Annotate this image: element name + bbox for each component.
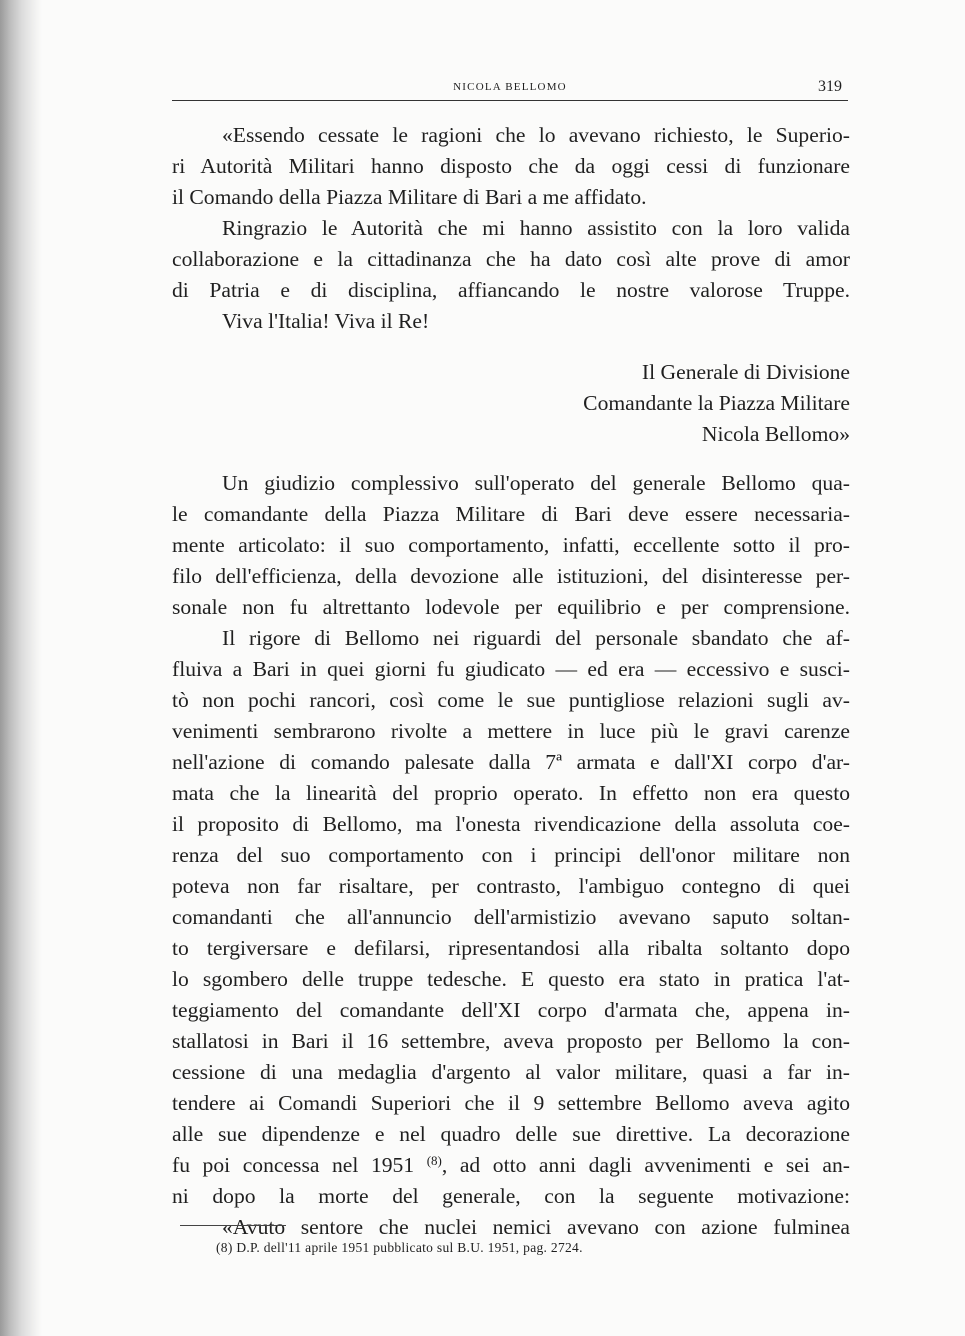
- text-line: Viva l'Italia! Viva il Re!: [222, 309, 430, 333]
- text-line: le comandante della Piazza Militare di Bari deve essere necessaria-: [172, 502, 850, 526]
- page-number: 319: [818, 78, 842, 95]
- text-line: fluiva a Bari in quei giorni fu giudicato — ed era — eccessivo e susci-: [172, 657, 850, 681]
- text-line: «Avuto sentore che nuclei nemici avevano con azione fulminea: [222, 1215, 850, 1239]
- text-line: Ringrazio le Autorità che mi hanno assistito con la loro valida: [222, 216, 850, 240]
- footnote-reference[interactable]: (8): [426, 1153, 442, 1168]
- text-line: comandanti che all'annuncio dell'armistizio avevano saputo soltan-: [172, 905, 850, 929]
- text-line: ri Autorità Militari hanno disposto che da oggi cessi di funzionare: [172, 154, 850, 178]
- signature-title: Il Generale di Divisione: [641, 360, 850, 384]
- text-line: ni dopo la morte del generale, con la seguente motivazione:: [172, 1184, 850, 1208]
- footnote-divider: [180, 1225, 286, 1226]
- text-line: il proposito di Bellomo, ma l'onesta rivendicazione della assoluta coe-: [172, 812, 850, 836]
- text-line: nell'azione di comando palesate dalla 7ª armata e dall'XI corpo d'ar-: [172, 750, 850, 774]
- text-line: to tergiversare e defilarsi, ripresentandosi alla ribalta soltanto dopo: [172, 936, 850, 960]
- text-line: teggiamento del comandante dell'XI corpo d'armata che, appena in-: [172, 998, 850, 1022]
- text-line: Un giudizio complessivo sull'operato del generale Bellomo qua-: [222, 471, 850, 495]
- book-spine-shadow: [0, 0, 42, 1336]
- signature-role: Comandante la Piazza Militare: [583, 391, 850, 415]
- running-header: [172, 78, 848, 101]
- text-line: stallatosi in Bari il 16 settembre, aveva proposto per Bellomo la con-: [172, 1029, 850, 1053]
- text-line: tendere ai Comandi Superiori che il 9 settembre Bellomo aveva agito: [172, 1091, 850, 1115]
- text-line: venimenti sembrarono rivolte a mettere in luce più le gravi carenze: [172, 719, 850, 743]
- page-body: [172, 120, 850, 1243]
- text-line: mata che la linearità del proprio operato. In effetto non era questo: [172, 781, 850, 805]
- text-line: filo dell'efficienza, della devozione alle istituzioni, del disinteresse per-: [172, 564, 850, 588]
- text-line: poteva non far risaltare, per contrasto, l'ambiguo contegno di quei: [172, 874, 850, 898]
- text-line: Il rigore di Bellomo nei riguardi del personale sbandato che af-: [222, 626, 850, 650]
- text-line-with-footnote-ref: [172, 1150, 850, 1181]
- text-line: alle sue dipendenze e nel quadro delle sue direttive. La decorazione: [172, 1122, 850, 1146]
- text-fragment: , ad otto anni dagli avvenimenti e sei an-: [441, 1153, 850, 1177]
- text-line: di Patria e di disciplina, affiancando le nostre valorose Truppe.: [172, 278, 850, 302]
- footnote: (8) D.P. dell'11 aprile 1951 pubblicato sul B.U. 1951, pag. 2724.: [216, 1240, 583, 1255]
- text-fragment: fu poi concessa nel 1951: [172, 1153, 427, 1177]
- text-line: cessione di una medaglia d'argento al valor militare, quasi a far in-: [172, 1060, 850, 1084]
- text-line: il Comando della Piazza Militare di Bari a me affidato.: [172, 185, 647, 209]
- text-line: sonale non fu altrettanto lodevole per equilibrio e per comprensione.: [172, 595, 850, 619]
- text-line: renza del suo comportamento con i principi dell'onor militare non: [172, 843, 850, 867]
- running-title: NICOLA BELLOMO: [453, 81, 567, 93]
- text-line: collaborazione e la cittadinanza che ha dato così alte prove di amor: [172, 247, 850, 271]
- signature-name: Nicola Bellomo»: [701, 422, 850, 446]
- text-line: mente articolato: il suo comportamento, infatti, eccellente sotto il pro-: [172, 533, 850, 557]
- text-line: lo sgombero delle truppe tedesche. E questo era stato in pratica l'at-: [172, 967, 850, 991]
- text-line: tò non pochi rancori, così come le sue puntigliose relazioni sugli av-: [172, 688, 850, 712]
- text-line: «Essendo cessate le ragioni che lo avevano richiesto, le Superio-: [222, 123, 850, 147]
